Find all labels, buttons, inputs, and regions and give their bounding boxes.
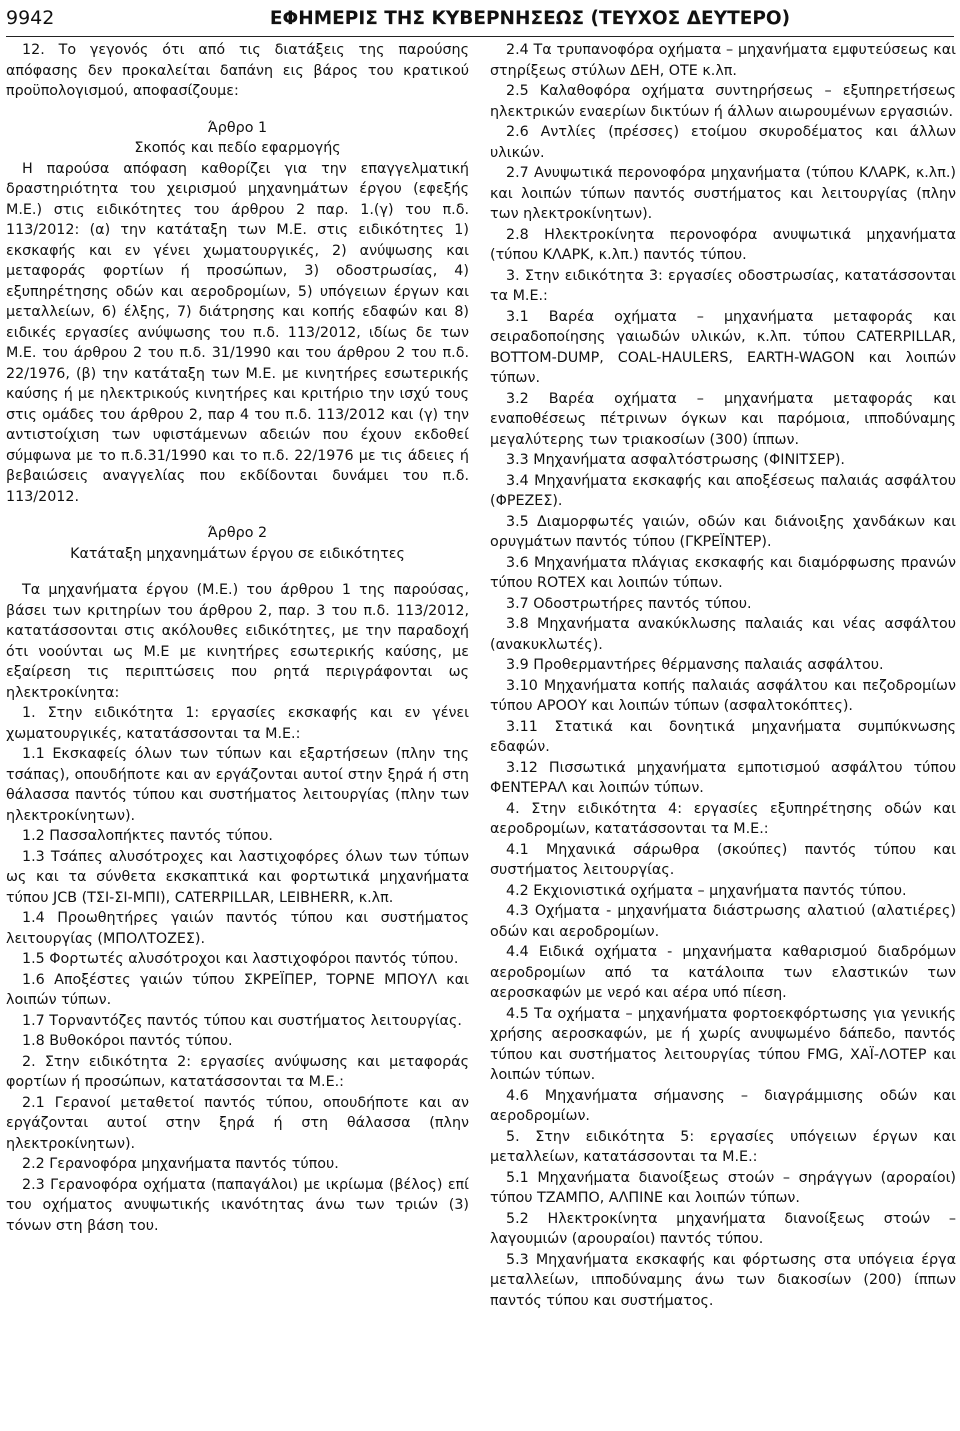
specialty-1-heading: 1. Στην ειδικότητα 1: εργασίες εκσκαφής και εν γένει χωματουργικές, κατατάσσονται τα Μ.Ε.: <box>6 705 469 742</box>
article-2-intro: Τα μηχανήματα έργου (Μ.Ε.) του άρθρου 1 της παρούσας, βάσει των κριτηρίων του άρθρου 2, παρ. 3 του π.δ. 113/2012, κατατάσσονται στις ακόλουθες ειδικότητες, με την παραδοχή ότι νοούνται ως Μ.Ε με κινητήρες εσωτερικής καύσης, με εξαίρεση τις περιπτώσεις που ρητά περιγράφονται ως ηλεκτροκίνητα: <box>6 582 469 701</box>
list-item: 1.3 Τσάπες αλυσότροχες και λαστιχοφόρες όλων των τύπων ως και τα σύνθετα εκσκαπτικά και φορτωτικά μηχανήματα τύπου JCB (ΤΣΙ-ΣΙ-ΜΠΙ), CATERPILLAR, LEIBHERR, κ.λπ. <box>6 848 469 906</box>
list-item: 5.2 Ηλεκτροκίνητα μηχανήματα διανοίξεως στοών – λαγουμιών (αρουραίοι) παντός τύπου. <box>490 1210 956 1247</box>
list-item: 1.2 Πασσαλοπήκτες παντός τύπου. <box>22 828 273 844</box>
list-item: 2.2 Γερανοφόρα μηχανήματα παντός τύπου. <box>22 1156 339 1172</box>
list-item: 1.4 Προωθητήρες γαιών παντός τύπου και συστήματος λειτουργίας (ΜΠΟΛΤΟΖΕΣ). <box>6 910 469 947</box>
list-item: 3.2 Βαρέα οχήματα – μηχανήματα μεταφοράς και εναποθέσεως πέτρινων όγκων και παρόμοια, ιπποδύναμης μεγαλύτερης των τριακοσίων (300) ίππων. <box>490 390 956 448</box>
page-header <box>6 0 954 37</box>
list-item: 2.3 Γερανοφόρα οχήματα (παπαγάλοι) με ικρίωμα (βέλος) επί του οχήματος ανυψωτικής ικανότητας άνω των τριών (3) τόνων στη βάση του. <box>6 1176 469 1234</box>
list-item: 2.1 Γερανοί μεταθετοί παντός τύπου, οπουδήποτε και αν εργάζονται αυτοί στην ξηρά ή στη θάλασσα (πλην ηλεκτροκίνητων). <box>6 1094 469 1152</box>
list-item: 2.8 Ηλεκτροκίνητα περονοφόρα ανυψωτικά μηχανήματα (τύπου ΚΛΑΡΚ, κ.λπ.) παντός τύπου. <box>490 226 956 263</box>
list-item: 1.8 Βυθοκόροι παντός τύπου. <box>22 1033 233 1049</box>
list-item: 3.8 Μηχανήματα ανακύκλωσης παλαιάς και νέας ασφάλτου (ανακυκλωτές). <box>490 616 956 653</box>
list-item: 3.7 Οδοστρωτήρες παντός τύπου. <box>506 595 752 612</box>
page-number: 9942 <box>6 7 55 29</box>
list-item: 3.12 Πισσωτικά μηχανήματα εμποτισμού ασφάλτου τύπου ΦΕΝΤΕΡΑΛ και λοιπών τύπων. <box>490 759 956 796</box>
list-item: 4.2 Εκχιονιστικά οχήματα – μηχανήματα παντός τύπου. <box>506 882 907 899</box>
list-item: 1.5 Φορτωτές αλυσότροχοι και λαστιχοφόροι παντός τύπου. <box>22 951 459 967</box>
list-item: 3.1 Βαρέα οχήματα – μηχανήματα μεταφοράς και σειραδοποίησης γαιωδών υλικών, κ.λπ. τύπου CATERPILLAR, BOTTOM-DUMP, COAL-HAULERS, EARTH-WAGON και λοιπών τύπων. <box>490 308 956 386</box>
list-item: 3.11 Στατικά και δονητικά μηχανήματα συμπύκνωσης εδαφών. <box>490 718 956 755</box>
article-2-heading: Άρθρο 2 <box>207 525 268 541</box>
intro-paragraph: 12. Το γεγονός ότι από τις διατάξεις της παρούσης απόφασης δεν προκαλείται δαπάνη εις βάρος του κρατικού προϋπολογισμού, αποφασίζουμε: <box>6 42 469 99</box>
journal-title: ΕΦΗΜΕΡΙΣ ΤΗΣ ΚΥΒΕΡΝΗΣΕΩΣ (ΤΕΥΧΟΣ ΔΕΥΤΕΡΟ) <box>269 7 791 29</box>
list-item: 1.1 Εκσκαφείς όλων των τύπων και εξαρτήσεων (πλην της τσάπας), οπουδήποτε και αν εργάζονται αυτοί στην ξηρά ή στη θάλασσα παντός τύπου και συστήματος λειτουργίας (πλην των ηλεκτροκίνητων). <box>6 746 469 824</box>
list-item: 3.3 Μηχανήματα ασφαλτόστρωσης (ΦΙΝΙΤΣΕΡ). <box>506 452 845 468</box>
list-item: 4.6 Μηχανήματα σήμανσης – διαγράμμισης οδών και αεροδρομίων. <box>490 1087 956 1124</box>
specialty-4-heading: 4. Στην ειδικότητα 4: εργασίες εξυπηρέτησης οδών και αεροδρομίων, κατατάσσονται τα Μ.Ε.: <box>490 800 956 837</box>
article-1-heading: Άρθρο 1 <box>207 119 268 136</box>
list-item: 2.5 Καλαθοφόρα οχήματα συντηρήσεως – εξυπηρετήσεως ηλεκτρικών εναερίων δικτύων ή άλλων αιωρουμένων εργασιών. <box>490 83 956 120</box>
list-item: 2.4 Τα τρυπανοφόρα οχήματα – μηχανήματα εμφυτεύσεως και στηρίξεως στύλων ΔΕΗ, ΟΤΕ κ.λπ. <box>490 42 956 79</box>
article-2-title: Κατάταξη μηχανημάτων έργου σε ειδικότητες <box>70 545 405 562</box>
list-item: 2.7 Ανυψωτικά περονοφόρα μηχανήματα (τύπου ΚΛΑΡΚ, κ.λπ.) και λοιπών τύπων παντός συστήματος και λειτουργίας (πλην των ηλεκτροκίνητων). <box>490 165 956 222</box>
article-1-body: Η παρούσα απόφαση καθορίζει για την επαγγελματική δραστηριότητα του χειρισμού μηχανημάτων έργου (εφεξής Μ.Ε.) στις ειδικότητες του άρθρου 2 παρ. 1.(γ) του π.δ. 113/2012: (α) την κατάταξη των Μ.Ε. στις ειδικότητες 1) εκσκαφής και εν γένει χωματουργικές, 2) ανύψωσης και μεταφοράς φορτίων ή προσώπων, 3) οδοστρωσίας, 4) εξυπηρέτησης οδών και αεροδρομίων, 5) υπόγειων έργων και μεταλλείων, 6) έλξης, 7) διάτρησης και κοπής εδαφών και 8) ειδικές εργασίες ανύψωσης του π.δ. 113/2012, ιδίως δε των Μ.Ε. του άρθρου 2 του π.δ. 31/1990 και του άρθρου 2 του π.δ. 22/1976, (β) την κατάταξη των Μ.Ε. με κινητήρες εσωτερικής καύσης ή με ηλεκτρικούς κινητήρες και κριτήριο την ισχύ τους στις ομάδες του άρθρου 2, παρ 4 του π.δ. 113/2012 και (γ) την αντιστοίχιση των υφιστάμενων αδειών που έχουν εκδοθεί σύμφωνα με το π.δ.31/1990 και το π.δ. 22/1976 με τις άδειες ή βεβαιώσεις αναγγελίας που εκδίδονται δυνάμει του π.δ. 113/2012. <box>6 160 469 505</box>
list-item: 4.1 Μηχανικά σάρωθρα (σκούπες) παντός τύπου και συστήματος λειτουργίας. <box>490 841 956 878</box>
article-1-title: Σκοπός και πεδίο εφαρμογής <box>134 140 341 156</box>
list-item: 3.6 Μηχανήματα πλάγιας εκσκαφής και διαμόρφωσης πρανών τύπου ROTEX και λοιπών τύπων. <box>490 554 956 591</box>
list-item: 4.4 Ειδικά οχήματα - μηχανήματα καθαρισμού διαδρόμων αεροδρομίων από τα κατάλοιπα των ελαστικών των αεροσκαφών με νερό και αέρα υπό πίεση. <box>490 944 956 1001</box>
list-item: 3.10 Μηχανήματα κοπής παλαιάς ασφάλτου και πεζοδρομίων τύπου ΑΡΟΟΥ και λοιπών τύπων (ασφαλτοκόπτες). <box>490 677 956 714</box>
left-column <box>6 40 469 1236</box>
list-item: 3.9 Προθερμαντήρες θέρμανσης παλαιάς ασφάλτου. <box>506 657 884 673</box>
right-column <box>490 40 956 1311</box>
list-item: 4.3 Οχήματα - μηχανήματα διάστρωσης αλατιού (αλατιέρες) οδών και αεροδρομίων. <box>490 903 956 940</box>
list-item: 5.1 Μηχανήματα διανοίξεως στοών – σηράγγων (αροραίοι) τύπου ΤΖΑΜΠΟ, ΑΛΠΙΝΕ και λοιπών τύπων. <box>490 1169 956 1206</box>
list-item: 2.6 Αντλίες (πρέσσες) ετοίμου σκυροδέματος και άλλων υλικών. <box>490 124 956 161</box>
specialty-2-heading: 2. Στην ειδικότητα 2: εργασίες ανύψωσης και μεταφοράς φορτίων ή προσώπων, κατατάσσονται τα Μ.Ε.: <box>6 1053 469 1090</box>
list-item: 3.4 Μηχανήματα εκσκαφής και αποξέσεως παλαιάς ασφάλτου (ΦΡΕΖΕΣ). <box>490 472 956 509</box>
specialty-5-heading: 5. Στην ειδικότητα 5: εργασίες υπόγειων έργων και μεταλλείων, κατατάσσονται τα Μ.Ε.: <box>490 1128 956 1165</box>
specialty-3-heading: 3. Στην ειδικότητα 3: εργασίες οδοστρωσίας, κατατάσσονται τα Μ.Ε.: <box>490 267 956 304</box>
list-item: 1.7 Τορναντόζες παντός τύπου και συστήματος λειτουργίας. <box>22 1012 462 1029</box>
list-item: 5.3 Μηχανήματα εκσκαφής και φόρτωσης στα υπόγεια έργα μεταλλείων, ιπποδύναμης άνω των διακοσίων (200) ίππων παντός τύπου και συστήματος. <box>490 1251 956 1309</box>
list-item: 4.5 Τα οχήματα – μηχανήματα φορτοεκφόρτωσης για γενικής χρήσης αεροσκαφών, με ή χωρίς ανυψωμένο δάπεδο, παντός τύπου και συστήματος λειτουργίας τύπου FMG, ΧΑΪ-ΛΟΤΕΡ και λοιπών τύπων. <box>490 1005 956 1083</box>
list-item: 3.5 Διαμορφωτές γαιών, οδών και διάνοιξης χανδάκων και ορυγμάτων παντός τύπου (ΓΚΡΕΪΝΤΕΡ). <box>490 513 956 550</box>
list-item: 1.6 Αποξέστες γαιών τύπου ΣΚΡΕΪΠΕΡ, ΤΟΡΝΕ ΜΠΟΥΛ και λοιπών τύπων. <box>6 971 469 1008</box>
